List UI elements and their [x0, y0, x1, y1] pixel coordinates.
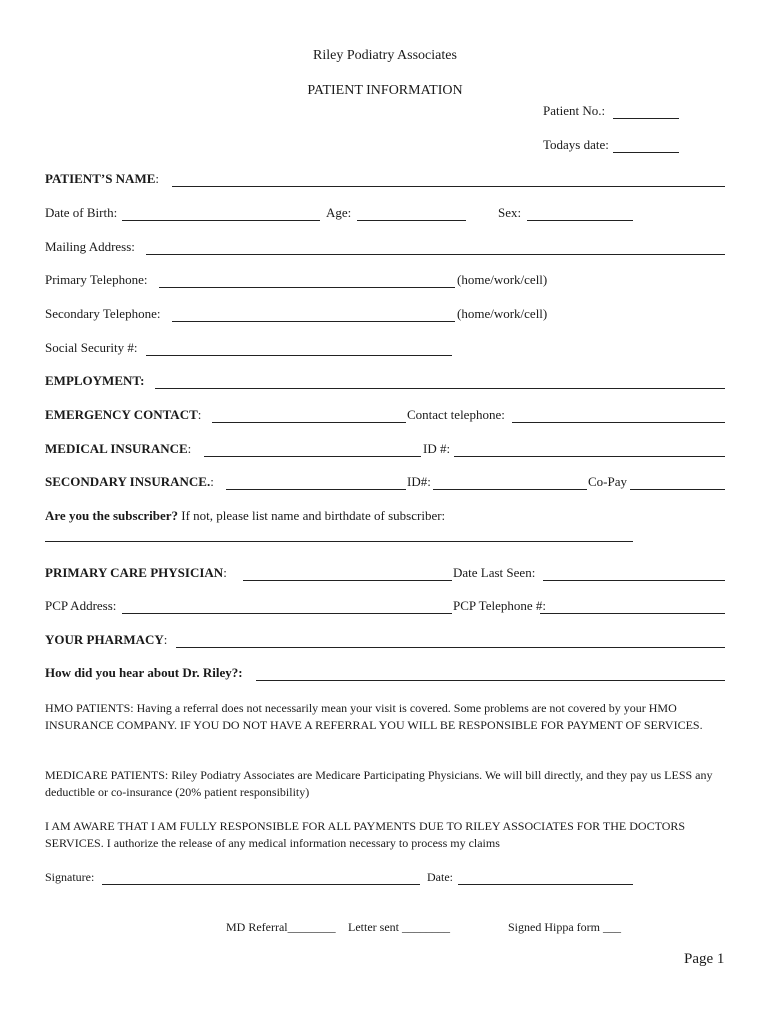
page-number: Page 1 [684, 951, 725, 967]
pcp-row: PRIMARY CARE PHYSICIAN: [45, 565, 227, 580]
letter-sent: Letter sent ________ [348, 920, 450, 934]
emergency-contact-label: EMERGENCY CONTACT [45, 407, 198, 422]
mailing-address-label: Mailing Address: [45, 239, 135, 254]
signature-date-label: Date: [427, 870, 453, 884]
medical-insurance-row: MEDICAL INSURANCE: [45, 441, 192, 456]
ssn-label: Social Security #: [45, 340, 138, 355]
subscriber-field[interactable] [45, 527, 633, 542]
secondary-insurance-label: SECONDARY INSURANCE. [45, 474, 211, 489]
form-title: PATIENT INFORMATION [307, 83, 463, 98]
emergency-contact-row: EMERGENCY CONTACT: [45, 407, 202, 422]
contact-telephone-field[interactable] [512, 408, 725, 423]
responsibility-notice: I AM AWARE THAT I AM FULLY RESPONSIBLE FOR ALL PAYMENTS DUE TO RILEY ASSOCIATES FOR THE DOCTORS SERVICES. I authorize the release of any medical information necessary to process my claims [45, 819, 686, 850]
primary-phone-label: Primary Telephone: [45, 272, 148, 287]
pharmacy-row: YOUR PHARMACY: [45, 632, 168, 647]
secondary-phone-field[interactable] [172, 307, 455, 322]
medicare-notice: MEDICARE PATIENTS: Riley Podiatry Associates are Medicare Participating Physicians. We will bill directly, and they pay us LESS any deductible or co-insurance (20% patient responsibility) [45, 768, 713, 799]
patient-no-label: Patient No.: [543, 103, 606, 118]
todays-date-label: Todays date: [543, 137, 609, 152]
pcp-address-label: PCP Address: [45, 598, 117, 613]
patient-name-label: PATIENT’S NAME [45, 171, 156, 186]
md-referral: MD Referral________ [226, 920, 336, 934]
pharmacy-label: YOUR PHARMACY [45, 632, 164, 647]
age-field[interactable] [357, 206, 466, 221]
employment-field[interactable] [155, 374, 725, 389]
subscriber-question-bold: Are you the subscriber? [45, 508, 179, 523]
hear-about-field[interactable] [256, 666, 725, 681]
pharmacy-field[interactable] [176, 633, 725, 648]
secondary-id-field[interactable] [433, 475, 587, 490]
emergency-contact-field[interactable] [212, 408, 406, 423]
secondary-phone-type: (home/work/cell) [457, 306, 548, 321]
dob-label: Date of Birth: [45, 205, 118, 220]
age-label: Age: [326, 205, 352, 220]
copay-field[interactable] [630, 475, 725, 490]
signature-field[interactable] [102, 870, 420, 885]
patient-name-row: PATIENT’S NAME: [45, 171, 160, 186]
hmo-notice: HMO PATIENTS: Having a referral does not necessarily mean your visit is covered. Some problems are not covered by your HMO INSURANCE COMPANY. IF YOU DO NOT HAVE A REFERRAL YOU WILL BE RESPONSIBLE FOR PAYMENT OF SERVICES. [45, 701, 703, 732]
pcp-telephone-field[interactable] [540, 599, 725, 614]
secondary-phone-label: Secondary Telephone: [45, 306, 161, 321]
pcp-field[interactable] [243, 566, 452, 581]
date-last-seen-label: Date Last Seen: [453, 565, 536, 580]
ssn-field[interactable] [146, 341, 452, 356]
medical-insurance-field[interactable] [204, 442, 421, 457]
pcp-address-field[interactable] [122, 599, 452, 614]
hear-about-label: How did you hear about Dr. Riley?: [45, 665, 243, 680]
secondary-id-label: ID#: [407, 474, 431, 489]
sex-field[interactable] [527, 206, 633, 221]
copay-label: Co-Pay [588, 474, 627, 489]
subscriber-question-rest: If not, please list name and birthdate of subscriber: [178, 508, 446, 523]
patient-no-field[interactable] [613, 104, 679, 119]
secondary-insurance-row: SECONDARY INSURANCE.: [45, 474, 214, 489]
practice-name: Riley Podiatry Associates [313, 48, 457, 63]
medical-insurance-label: MEDICAL INSURANCE [45, 441, 188, 456]
date-last-seen-field[interactable] [543, 566, 725, 581]
contact-telephone-label: Contact telephone: [407, 407, 505, 422]
signature-date-field[interactable] [458, 870, 633, 885]
dob-field[interactable] [122, 206, 320, 221]
mailing-address-field[interactable] [146, 240, 725, 255]
todays-date-field[interactable] [613, 138, 679, 153]
insurance-id-field[interactable] [454, 442, 725, 457]
subscriber-question [45, 508, 445, 524]
employment-label: EMPLOYMENT: [45, 373, 145, 388]
primary-phone-field[interactable] [159, 273, 455, 288]
pcp-label: PRIMARY CARE PHYSICIAN [45, 565, 224, 580]
sex-label: Sex: [498, 205, 522, 220]
insurance-id-label: ID #: [423, 441, 451, 456]
patient-name-field[interactable] [172, 172, 725, 187]
secondary-insurance-field[interactable] [226, 475, 406, 490]
primary-phone-type: (home/work/cell) [457, 272, 548, 287]
pcp-telephone-label: PCP Telephone #: [453, 598, 546, 613]
signed-hippa-form: Signed Hippa form ___ [508, 920, 621, 934]
signature-label: Signature: [45, 870, 95, 884]
